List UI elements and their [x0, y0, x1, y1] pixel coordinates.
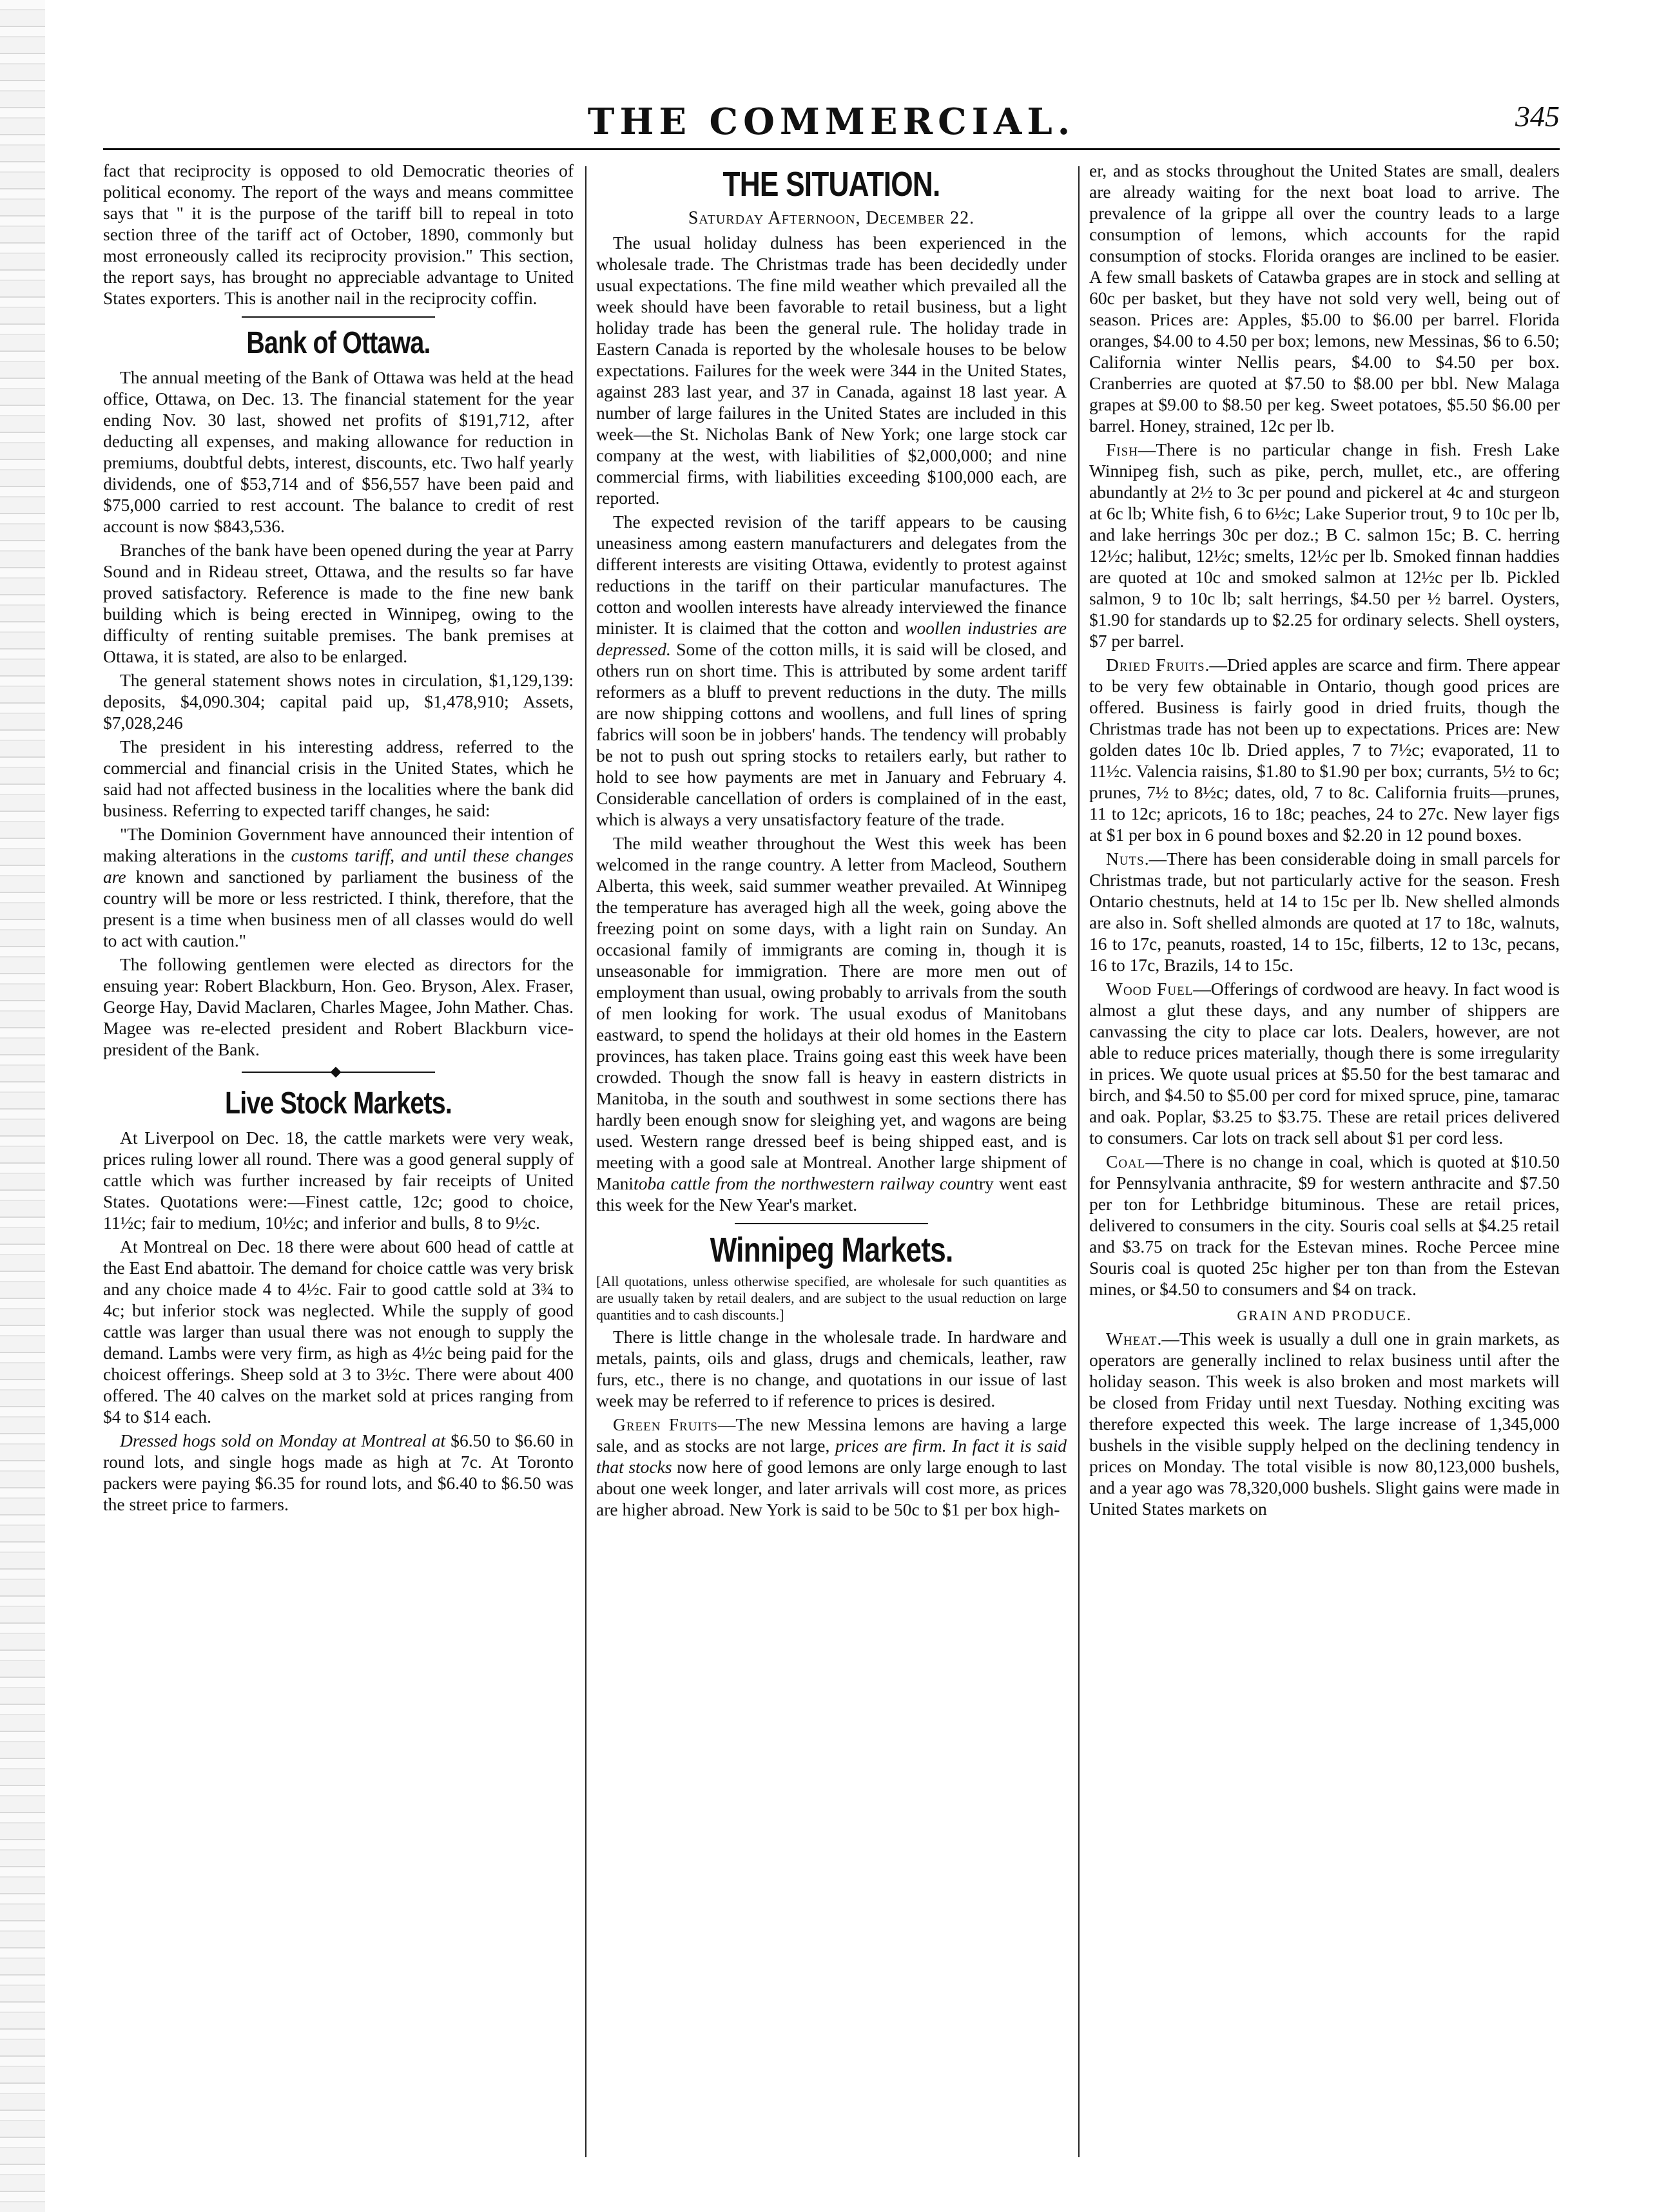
section-label: Dried Fruits: [1106, 655, 1205, 675]
section-divider: [242, 1065, 435, 1079]
paragraph: [1089, 848, 1560, 976]
paragraph: There is little change in the wholesale trade. In hardware and metals, paints, oils and glass, drugs and chemicals, leather, raw furs, etc., there is no change, and quotations in our issue of last week may be referred to if reference to prices is desired.: [596, 1327, 1067, 1410]
paragraph: Branches of the bank have been opened during the year at Parry Sound and in Rideau street, Ottawa, and the results so far have proved satisfactory. Reference is made to the fine new bank building which is being erected in Winnipeg, owing to the difficulty of renting suitable premises. The bank premises at Ottawa, it is stated, are also to be enlarged.: [103, 540, 574, 666]
paragraph-text: The expected revision of the tariff appears to be causing uneasiness among eastern manufacturers and delegates from the different interests are visiting Ottawa, evidently to protest against reductions in the tariff on their particular manufactures. The cotton and woollen interests have already interviewed the finance minister. It is claimed that the cotton and: [596, 512, 1067, 638]
paragraph: [1089, 1328, 1560, 1519]
paragraph: The following gentlemen were elected as directors for the ensuing year: Robert Blackburn, Hon. Geo. Bryson, Alex. Fraser, George Hay, David Maclaren, Charles Magee, John Mather. Chas. Magee was re-elected president and Robert Blackburn vice-president of the Bank.: [103, 954, 574, 1059]
paragraph: [596, 832, 1067, 1215]
article-continuation: fact that reciprocity is opposed to old Democratic theories of political economy. The report of the ways and means committee says that " it is the purpose of the tariff bill to repeal in toto section three of the tariff act of October, 1890, commonly but most erroneously called its reciprocity provision." This section, the report says, has brought no appreciable advantage to United States exporters. This is another nail in the reciprocity coffin.: [103, 160, 574, 308]
italic-text: prices are firm. In fact it is said that stocks: [596, 1436, 1067, 1477]
page-number: 345: [1515, 100, 1560, 133]
paragraph: At Liverpool on Dec. 18, the cattle markets were very weak, prices ruling lower all round. There was a good general supply of cattle which was further increased by fair receipts of United States. Quotations were:—Finest cattle, 12c; good to choice, 11½c; fair to medium, 10½c; and inferior and bulls, 8 to 9½c.: [103, 1128, 574, 1233]
winnipeg-markets-heading: Winnipeg Markets.: [710, 1231, 953, 1269]
column-2: [596, 160, 1067, 2170]
page-binding-edge: [0, 0, 45, 2212]
section-label: Coal: [1106, 1151, 1146, 1171]
paragraph: At Montreal on Dec. 18 there were about 600 head of cattle at the East End abattoir. The demand for choice cattle was very brisk and any choice made 4 to 4½c. Fair to good cattle sold at 3¾ to 4c; but inferior stock was neglected. While the supply of good cattle was larger than usual there was not enough to supply the demand. Lambs were very firm, as high as 4½c being paid for the choicest offerings. Sheep sold at 3 to 3½c. There were about 400 offered. The 40 calves on the market sold at prices ranging from $4 to $14 each.: [103, 1236, 574, 1427]
section-label: Wood Fuel: [1106, 979, 1194, 999]
paragraph: [1089, 654, 1560, 845]
paragraph-text: Some of the cotton mills, it is said will be closed, and others run on short time. This is attributed by some ardent tariff reformers as a bluff to prevent reductions in the duty. The mills are now shipping cottons and woollens, and full lines of spring fabrics will soon be in jobbers' hands. The tendency will probably be not to push out spring stocks to retailers early, but rather to hold to see how payments are met in January and February 4. Considerable cancellation of orders is complained of in the east, which is always a very unsatisfactory feature of the trade.: [596, 639, 1067, 829]
paragraph: [1089, 1151, 1560, 1300]
column-1: [103, 160, 574, 2170]
quote-text: "The Dominion Government have announced their intention of making alterations in the: [103, 824, 574, 865]
quotations-note: [All quotations, unless otherwise specified, are wholesale for such quantities as are usually taken by retail dealers, and are subject to the usual reduction on large quantities and to cash discounts.]: [596, 1273, 1067, 1323]
section-label: Green Fruits: [613, 1414, 718, 1434]
paragraph: [1089, 439, 1560, 651]
page-header: [103, 97, 1560, 150]
paragraph-text: .—This week is usually a dull one in grain markets, as operators are generally inclined to relax business until after the holiday season. This week is also broken and most markets will be closed from Friday until next Tuesday. Nothing exciting was therefore expected this week. The large increase of 1,345,000 bushels in the visible supply helped on the declining tendency in prices on Monday. The total visible is now 80,123,000 bushels, and a year ago was 78,320,000 bushels. Slight gains were made in United States markets on: [1089, 1329, 1560, 1519]
column-rule: [1078, 166, 1080, 2157]
paragraph-text: —There is no change in coal, which is quoted at $10.50 for Pennsylvania anthracite, $9 for western anthracite and $7.50 per ton for Lethbridge bituminous. These are retail prices, delivered to consumers in the city. Souris coal sells at $4.25 retail and $3.75 on track for the Estevan mines. Roche Percee mine Souris coal is quoted 25c higher per ton than from the Estevan mines, or $4.50 to consumers and $4 on track.: [1089, 1151, 1560, 1299]
columns: [103, 160, 1560, 2170]
section-divider: [735, 1223, 928, 1224]
grain-and-produce-subheading: GRAIN AND PRODUCE.: [1237, 1307, 1412, 1323]
quote-paragraph: [103, 823, 574, 951]
paragraph-text: —The new Messina lemons are having a large sale, and as stocks are not large,: [596, 1414, 1067, 1456]
column-3: [1089, 160, 1560, 2170]
paragraph: The president in his interesting address, referred to the commercial and financial crisis in the United States, which he said had not affected business in the localities where the bank did business. Referring to expected tariff changes, he said:: [103, 736, 574, 820]
italic-text: woollen industries are depressed.: [596, 618, 1067, 659]
section-label: Fish: [1106, 439, 1138, 459]
section-divider: [242, 316, 435, 318]
live-stock-heading: Live Stock Markets.: [225, 1086, 452, 1120]
paragraph-text: —There is no particular change in fish. Fresh Lake Winnipeg fish, such as pike, perch, mullet, etc., are offering abundantly at 2½ to 3c per pound and pickerel at 4c and sturgeon at 6c lb; White fish, 6 to 6½c; Lake Superior trout, 9 to 10c per lb, and lake herrings 30c per doz.; B C. salmon 15c; B. C. herring 12½c; halibut, 12½c; smelts, 12½c per lb. Smoked finnan haddies are quoted at 10c and smoked salmon at 12½c per lb. Pickled salmon, 9 to 10c lb; salt herrings, $4.50 per ½ barrel. Oysters, $1.90 for standards up to $2.25 for ordinary selects. Shell oysters, $7 per barrel.: [1089, 439, 1560, 651]
paragraph-text: try went east this week for the New Year's market.: [596, 1173, 1067, 1215]
paragraph-text: —Offerings of cordwood are heavy. In fact wood is almost a glut these days, and any number of shippers are canvassing the city to place car lots. Dealers, however, are not able to reduce prices materially, though there is some irregularity in prices. We quote usual prices at $5.50 for the best tamarac and birch, and $4.50 to $5.00 per cord for mixed spruce, pine, tamarac and oak. Poplar, $3.25 to $3.75. These are retail prices delivered to consumers. Car lots on track sell about $1 per cord less.: [1089, 979, 1560, 1148]
dateline: Saturday Afternoon, December 22.: [688, 208, 975, 228]
article-continuation: er, and as stocks throughout the United States are small, dealers are already waiting for the next boat load to arrive. The prevalence of la grippe all over the country leads to a large consumption of lemons, which accounts for the rapid consumption of stocks. Florida oranges are inclined to be easier. A few small baskets of Catawba grapes are in stock and selling at 60c per basket, but they have not sold very well, being out of season. Prices are: Apples, $5.00 to $6.00 per barrel. Florida oranges, $4.00 to 4.50 per box; lemons, new Messinas, $6 to 6.50; California winter Nellis pears, $4.00 to $4.50 per box. Cranberries are quoted at $7.50 to $8.00 per bbl. New Malaga grapes at $9.00 to $8.50 per keg. Sweet potatoes, $5.50 $6.00 per barrel. Honey, strained, 12c per lb.: [1089, 160, 1560, 436]
paragraph: The general statement shows notes in circulation, $1,129,139: deposits, $4,090.304; capital paid up, $1,478,910; Assets, $7,028,246: [103, 670, 574, 733]
paragraph: [596, 511, 1067, 830]
paragraph-text: .—There has been considerable doing in small parcels for Christmas trade, but not particularly active for the season. Fresh Ontario chestnuts, held at 14 to 15c per lb. New shelled almonds are also in. Soft shelled almonds are quoted at 17 to 18c, walnuts, 16 to 17c, peanuts, roasted, 14 to 15c, filberts, 12 to 13c, pecans, 16 to 17c, Brazils, 14 to 15c.: [1089, 849, 1560, 975]
section-label: Wheat: [1106, 1329, 1158, 1349]
column-rule: [585, 166, 586, 2157]
section-label: Nuts: [1106, 849, 1145, 869]
paragraph: The annual meeting of the Bank of Ottawa was held at the head office, Ottawa, on Dec. 13. The financial statement for the year ending Nov. 30 last, showed net profits of $191,712, after deducting all expenses, and making allowance for reduction in premiums, doubtful debts, interest, discounts, etc. Two half yearly dividends, one of $53,714 and of $56,557 have been paid and $75,000 carried to rest account. The balance to credit of rest account is now $843,536.: [103, 367, 574, 536]
paragraph-text: now here of good lemons are only large enough to last about one week longer, and later arrivals will cost more, as prices are higher abroad. New York is said to be 50c to $1 per box high-: [596, 1457, 1067, 1519]
paragraph: [596, 1414, 1067, 1520]
bank-of-ottawa-heading: Bank of Ottawa.: [246, 326, 431, 360]
masthead: THE COMMERCIAL.: [587, 101, 1076, 143]
the-situation-heading: THE SITUATION.: [722, 165, 940, 204]
paragraph-text: .—Dried apples are scarce and firm. There appear to be very few obtainable in Ontario, though good prices are offered. Business is fairly good in dried fruits, though the Christmas trade has not been up to expectations. Prices are: New golden dates 10c lb. Dried apples, 7 to 7½c; evaporated, 11 to 11½c. Valencia raisins, $1.80 to $1.90 per box; currants, 5½ to 6c; prunes, 7½ to 8½c; dates, old, 7 to 8c. California fruits—prunes, 11 to 12c; apricots, 16 to 18c; peaches, 24 to 27c. New layer figs at $1 per box in 6 pound boxes and $2.20 in 12 pound boxes.: [1089, 655, 1560, 845]
paragraph-text: $6.50 to $6.60 in round lots, and single hogs made as high at 7c. At Toronto packers were paying $6.35 for round lots, and $6.40 to $6.50 was the street price to farmers.: [103, 1430, 574, 1514]
quote-italic-text: customs tariff, and until these changes are: [103, 845, 574, 887]
paragraph: The usual holiday dulness has been experienced in the wholesale trade. The Christmas trade has been decidedly under usual expectations. The fine mild weather which prevailed all the week should have been favorable to retail business, but a light holiday trade has been the general rule. The holiday trade in Eastern Canada is reported by the wholesale houses to be below expectations. Failures for the week were 344 in the United States, against 283 last year, and 37 in Canada, against 18 last year. A number of large failures in the United States are included in this week—the St. Nicholas Bank of New York; one large stock car company at the west, with liabilities of $2,000,000; and nine commercial firms, with liabilities exceeding $100,000 each, are reported.: [596, 233, 1067, 508]
paragraph-text: The mild weather throughout the West this week has been welcomed in the range country. A letter from Macleod, Southern Alberta, this week, said summer weather prevailed. At Winnipeg the temperature has averaged high all the week, going above the freezing point on some days, with a light rain on Sunday. An occasional family of immigrants are coming in, though it is unseasonable for immigration. There are more men out of employment than usual, owing probably to arrivals from the south of men looking for work. The usual exodus of Manitobans eastward, to spend the holidays at their old homes in the Eastern provinces, has taken place. Trains going east this week have been crowded. Though the snow fall is heavy in eastern districts in Manitoba, in the south and southwest in some sections there has hardly been enough snow for sleighing yet, and wagons are being used. Western range dressed beef is being shipped east, and is meeting with a good sale at Montreal. Another large shipment of Mani: [596, 833, 1067, 1193]
quote-text: known and sanctioned by parliament the business of the country will be more or less restricted. I think, therefore, that the present is a time when business men of all classes would do well to act with caution.": [103, 867, 574, 950]
newspaper-page: [103, 97, 1560, 2178]
italic-lead: Dressed hogs sold on Monday at Montreal at: [120, 1430, 446, 1450]
paragraph: [1089, 978, 1560, 1148]
italic-text: toba cattle from the northwestern railway coun: [634, 1173, 974, 1193]
paragraph: [103, 1430, 574, 1515]
